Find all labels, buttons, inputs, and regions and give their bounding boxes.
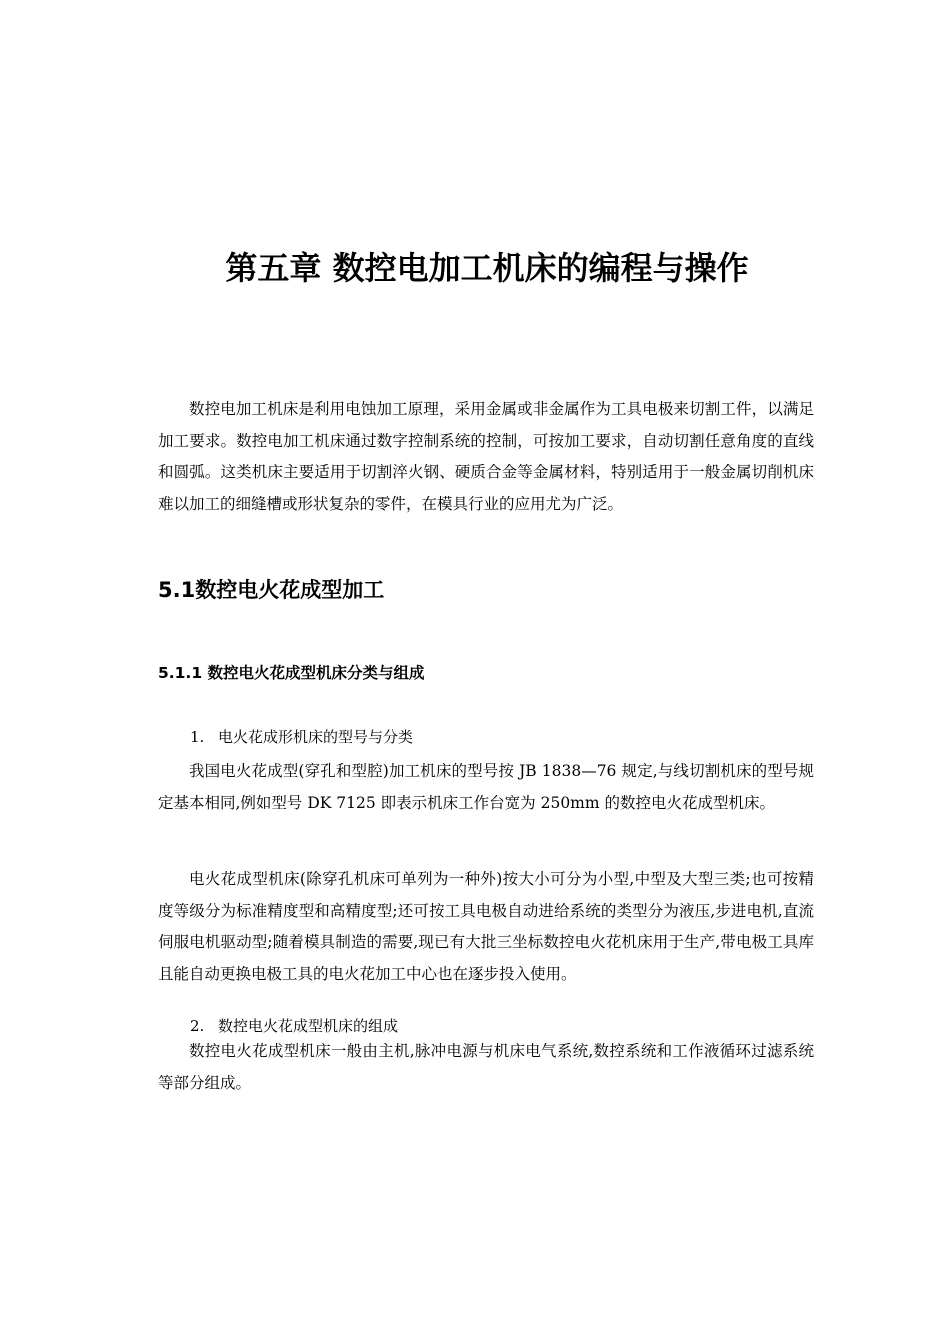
- paragraph-composition: [158, 1036, 814, 1099]
- section-heading: 5.1数控电火花成型加工: [158, 578, 385, 602]
- list-item-2-number: 2.: [190, 1017, 205, 1035]
- paragraph-model-number: [158, 756, 814, 819]
- intro-block: [158, 394, 814, 520]
- subsection-heading: 5.1.1 数控电火花成型机床分类与组成: [158, 664, 425, 682]
- paragraph-1: 我国电火花成型(穿孔和型腔)加工机床的型号按 JB 1838—76 规定,与线切割机床的型号规定基本相同,例如型号 DK 7125 即表示机床工作台宽为 250mm 的数控电火花成型机床。: [158, 762, 814, 812]
- paragraph-2: 电火花成型机床(除穿孔机床可单列为一种外)按大小可分为小型,中型及大型三类;也可按精度等级分为标准精度型和高精度型;还可按工具电极自动进给系统的类型分为液压,步进电机,直流伺服电机驱动型;随着模具制造的需要,现已有大批三坐标数控电火花机床用于生产,带电极工具库且能自动更换电极工具的电火花加工中心也在逐步投入使用。: [158, 870, 814, 983]
- intro-paragraph: 数控电加工机床是利用电蚀加工原理，采用金属或非金属作为工具电极来切割工件，以满足加工要求。数控电加工机床通过数字控制系统的控制，可按加工要求，自动切割任意角度的直线和圆弧。这类机床主要适用于切割淬火钢、硬质合金等金属材料，特别适用于一般金属切削机床难以加工的细缝槽或形状复杂的零件，在模具行业的应用尤为广泛。: [158, 400, 814, 513]
- list-item-1-number: 1.: [190, 728, 205, 746]
- list-item-1-label: 电火花成形机床的型号与分类: [218, 728, 414, 746]
- paragraph-3: 数控电火花成型机床一般由主机,脉冲电源与机床电气系统,数控系统和工作液循环过滤系统等部分组成。: [158, 1042, 814, 1092]
- list-item-1: [190, 723, 413, 751]
- paragraph-classification: [158, 864, 814, 990]
- list-item-2-label: 数控电火花成型机床的组成: [218, 1017, 399, 1035]
- chapter-title: 第五章 数控电加工机床的编程与操作: [225, 249, 749, 287]
